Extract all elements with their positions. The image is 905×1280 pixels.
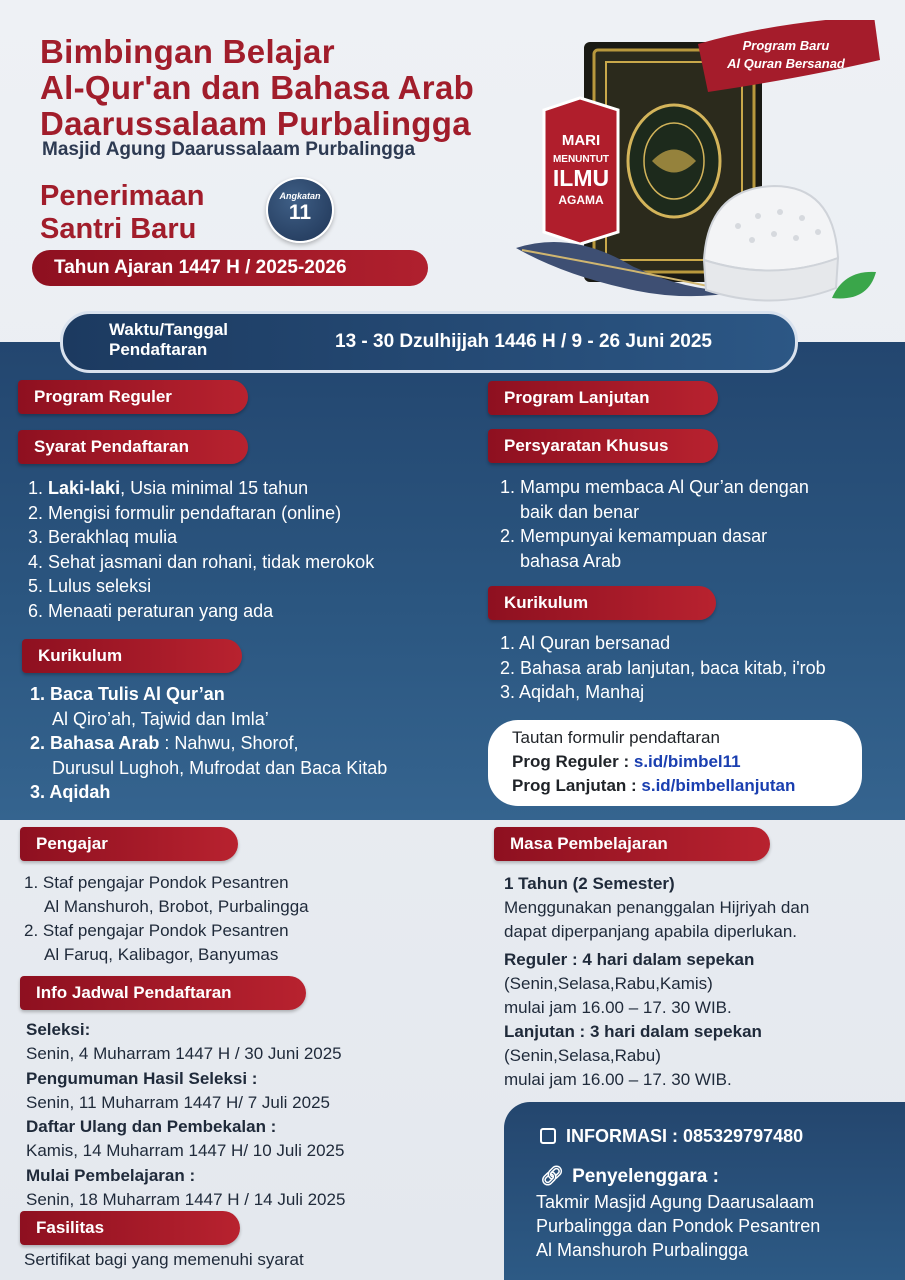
syarat-item: 5. Lulus seleksi <box>28 576 152 596</box>
jadwal-title: Pengumuman Hasil Seleksi : <box>26 1068 258 1088</box>
angkatan-badge <box>266 177 334 243</box>
persyaratan-list <box>500 475 809 573</box>
kurikulum-detail: Durusul Lughoh, Mufrodat dan Baca Kitab <box>52 757 388 778</box>
masa-reguler-title: Reguler : 4 hari dalam sepekan <box>504 950 755 969</box>
informasi-row <box>540 1126 803 1147</box>
kurikulum-item: 1. Al Quran bersanad <box>500 633 671 653</box>
link-row: Prog Reguler : s.id/bimbel11 <box>512 752 741 771</box>
lanjutan-link[interactable]: s.id/bimbellanjutan <box>641 776 796 795</box>
subtitle: Masjid Agung Daarussalaam Purbalingga <box>42 139 416 160</box>
kurikulum-item: 3. Aqidah <box>30 782 111 802</box>
registration-date-label <box>109 320 228 360</box>
kurikulum-item: 2. Bahasa arab lanjutan, baca kitab, i'rob <box>500 657 826 678</box>
kurikulum-reguler-list <box>30 682 387 805</box>
syarat-pendaftaran-heading: Syarat Pendaftaran <box>18 430 248 464</box>
kurikulum-lanjutan-heading: Kurikulum <box>488 586 716 620</box>
jadwal-heading: Info Jadwal Pendaftaran <box>20 976 306 1010</box>
date-label-line: Pendaftaran <box>109 340 208 359</box>
links-title: Tautan formulir pendaftaran <box>512 728 720 747</box>
syarat-list <box>28 476 374 623</box>
jadwal-date: Senin, 11 Muharram 1447 H/ 7 Juli 2025 <box>26 1092 330 1112</box>
penyelenggara-row <box>540 1164 719 1188</box>
hero-svg <box>512 20 892 320</box>
kurikulum-item: 1. Baca Tulis Al Qur’an <box>30 684 225 704</box>
syarat-item: 6. Menaati peraturan yang ada <box>28 600 274 621</box>
pengajar-list <box>24 871 309 967</box>
pengajar-item: 2. Staf pengajar Pondok Pesantren <box>24 921 289 940</box>
persyaratan-item: 2. Mempunyai kemampuan dasar <box>500 526 768 546</box>
persyaratan-item: 1. Mampu membaca Al Qur’an dengan <box>500 477 809 497</box>
syarat-item: 1. Laki-laki, Usia minimal 15 tahun <box>28 478 309 498</box>
tahun-ajaran-banner: Tahun Ajaran 1447 H / 2025-2026 <box>32 250 428 286</box>
kurikulum-lanjutan-list <box>500 631 826 705</box>
masa-lanjutan-time: mulai jam 16.00 – 17. 30 WIB. <box>504 1070 732 1089</box>
angkatan-number: 11 <box>288 201 312 224</box>
masa-reguler-days: (Senin,Selasa,Rabu,Kamis) <box>504 974 713 993</box>
jadwal-title: Seleksi: <box>26 1020 91 1039</box>
sign-line: MENUNTUT <box>552 154 610 165</box>
pengajar-heading: Pengajar <box>20 827 238 861</box>
badge-line2: Al Quran Bersanad <box>727 56 845 71</box>
kurikulum-reguler-heading: Kurikulum <box>22 639 242 673</box>
kurikulum-item: 3. Aqidah, Manhaj <box>500 682 645 702</box>
kurikulum-detail: Al Qiro’ah, Tajwid dan Imla’ <box>52 708 269 729</box>
phone-icon <box>540 1128 556 1144</box>
masa-lanjutan-days: (Senin,Selasa,Rabu) <box>504 1046 661 1065</box>
persyaratan-item: bahasa Arab <box>520 550 622 571</box>
masa-pembelajaran-body <box>504 872 809 1092</box>
pengajar-item: Al Faruq, Kalibagor, Banyumas <box>44 945 279 964</box>
persyaratan-khusus-heading: Persyaratan Khusus <box>488 429 718 463</box>
syarat-bold: Laki-laki <box>48 478 121 498</box>
penyelenggara-line: Takmir Masjid Agung Daarusalaam <box>536 1192 815 1212</box>
masa-reguler-time: mulai jam 16.00 – 17. 30 WIB. <box>504 998 732 1017</box>
penyelenggara-title: Penyelenggara : <box>572 1166 719 1187</box>
link-row: Prog Lanjutan : s.id/bimbellanjutan <box>512 776 796 795</box>
masa-pembelajaran-heading: Masa Pembelajaran <box>494 827 770 861</box>
jadwal-date: Senin, 4 Muharram 1447 H / 30 Juni 2025 <box>26 1044 342 1064</box>
syarat-item: 3. Berakhlaq mulia <box>28 527 178 547</box>
masa-duration: 1 Tahun (2 Semester) <box>504 874 675 893</box>
masa-desc: dapat diperpanjang apabila diperlukan. <box>504 922 798 941</box>
penyelenggara-list <box>536 1190 820 1262</box>
leaf-icon <box>832 272 876 299</box>
penerimaan-heading <box>40 180 204 246</box>
pengajar-item: 1. Staf pengajar Pondok Pesantren <box>24 873 289 892</box>
program-reguler-heading: Program Reguler <box>18 380 248 414</box>
link-icon: 🔗︎ <box>540 1166 565 1187</box>
syarat-item: 4. Sehat jasmani dan rohani, tidak merokok <box>28 551 375 572</box>
hero-illustration <box>512 20 892 320</box>
masa-lanjutan-title: Lanjutan : 3 hari dalam sepekan <box>504 1022 762 1041</box>
title-line: Al-Qur'an dan Bahasa Arab <box>40 69 475 106</box>
fasilitas-text: Sertifikat bagi yang memenuhi syarat <box>24 1250 304 1269</box>
jadwal-title: Mulai Pembelajaran : <box>26 1165 196 1185</box>
program-lanjutan-heading: Program Lanjutan <box>488 381 718 415</box>
title-line: Bimbingan Belajar <box>40 33 335 70</box>
program-baru-badge <box>698 20 880 92</box>
reguler-link[interactable]: s.id/bimbel11 <box>633 752 741 771</box>
jadwal-date: Senin, 18 Muharram 1447 H / 14 Juli 2025 <box>26 1190 346 1210</box>
penyelenggara-line: Al Manshuroh Purbalingga <box>536 1240 749 1260</box>
informasi-text: INFORMASI : 085329797480 <box>566 1126 804 1146</box>
title-line: Daarussalaam Purbalingga <box>40 105 471 142</box>
syarat-rest: , Usia minimal 15 tahun <box>120 478 309 498</box>
date-label-line: Waktu/Tanggal <box>109 320 228 339</box>
penyelenggara-line: Purbalingga dan Pondok Pesantren <box>536 1216 821 1236</box>
main-title <box>40 34 474 142</box>
persyaratan-item: baik dan benar <box>520 501 640 522</box>
sign-line: AGAMA <box>558 193 604 207</box>
registration-date-bar <box>60 311 798 373</box>
syarat-item: 2. Mengisi formulir pendaftaran (online) <box>28 502 342 523</box>
santri-baru-line: Santri Baru <box>40 213 197 245</box>
sign-line: MARI <box>561 132 601 149</box>
badge-line1: Program Baru <box>742 38 830 53</box>
kurikulum-item: 2. Bahasa Arab : Nahwu, Shorof, <box>30 733 299 753</box>
menuntut-ilmu-sign <box>544 98 618 244</box>
sign-line: ILMU <box>552 165 610 191</box>
pengajar-item: Al Manshuroh, Brobot, Purbalingga <box>44 897 309 916</box>
jadwal-list <box>26 1018 345 1212</box>
registration-links-box <box>488 720 862 806</box>
penerimaan-line: Penerimaan <box>40 180 205 212</box>
fasilitas-heading: Fasilitas <box>20 1211 240 1245</box>
masa-desc: Menggunakan penanggalan Hijriyah dan <box>504 898 810 917</box>
registration-date-value: 13 - 30 Dzulhijjah 1446 H / 9 - 26 Juni 2025 <box>335 331 713 352</box>
jadwal-date: Kamis, 14 Muharram 1447 H/ 10 Juli 2025 <box>26 1141 345 1161</box>
info-box <box>504 1102 905 1280</box>
angkatan-label: Angkatan <box>279 191 321 201</box>
jadwal-title: Daftar Ulang dan Pembekalan : <box>26 1117 277 1137</box>
